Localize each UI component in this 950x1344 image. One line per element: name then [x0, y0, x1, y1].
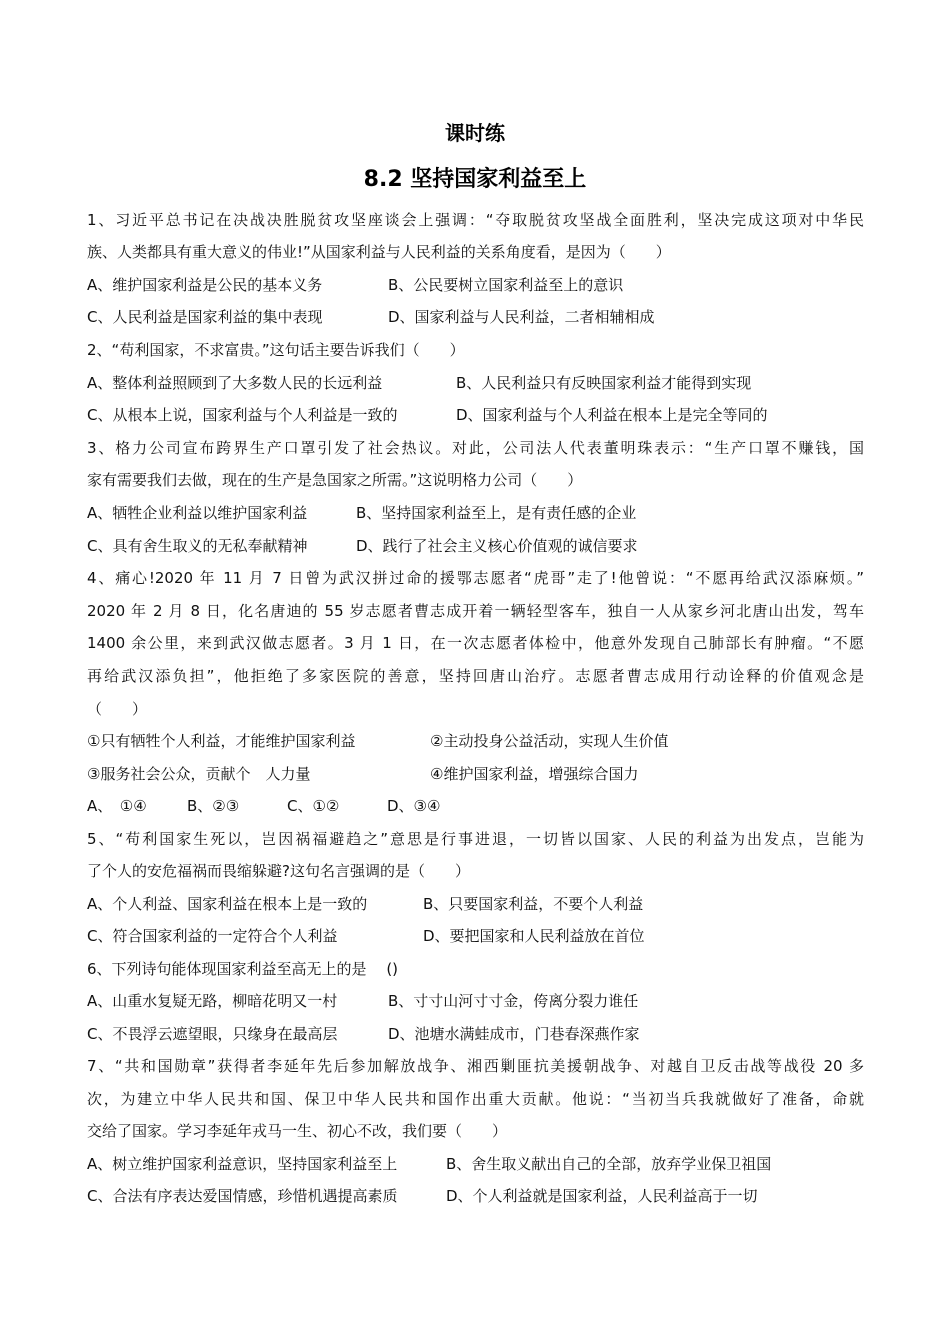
question-1-option-d: D、国家利益与人民利益，二者相辅相成	[388, 308, 655, 326]
question-3-option-a: A、牺牲企业利益以维护国家利益	[87, 504, 308, 522]
question-6-stem-line-1: 6、下列诗句能体现国家利益至高无上的是 ()	[87, 960, 399, 978]
question-2-option-b: B、人民利益只有反映国家利益才能得到实现	[456, 374, 752, 392]
question-4-stem-line-3: 1400 余公里，来到武汉做志愿者。3 月 1 日，在一次志愿者体检中，他意外发现自己肺部长有肿瘤。“不愿	[87, 634, 864, 652]
question-7-stem-line-3: 交给了国家。学习李延年戎马一生、初心不改，我们要（ ）	[87, 1122, 508, 1140]
question-1-option-b: B、公民要树立国家利益至上的意识	[388, 276, 624, 294]
question-7-option-d: D、个人利益就是国家利益，人民利益高于一切	[446, 1187, 758, 1205]
question-7-option-c: C、合法有序表达爱国情感，珍惜机遇提高素质	[87, 1187, 398, 1205]
question-4-stem-line-4: 再给武汉添负担”，他拒绝了多家医院的善意，坚持回唐山治疗。志愿者曹志成用行动诠释的价值观念是	[87, 667, 864, 685]
question-5-option-b: B、只要国家利益，不要个人利益	[423, 895, 644, 913]
question-6-option-b: B、寸寸山河寸寸金，侉离分裂力谁任	[388, 992, 639, 1010]
question-3-option-b: B、坚持国家利益至上，是有责任感的企业	[356, 504, 637, 522]
question-4-option-d: D、③④	[387, 797, 441, 815]
question-1-option-c: C、人民利益是国家利益的集中表现	[87, 308, 323, 326]
question-2-stem-line-1: 2、“苟利国家，不求富贵。”这句话主要告诉我们（ ）	[87, 341, 465, 359]
question-5-stem-line-1: 5、“苟利国家生死以，岂因祸福避趋之”意思是行事进退，一切皆以国家、人民的利益为出发点，岂能为	[87, 830, 864, 848]
question-7-stem-line-1: 7、“共和国勋章”获得者李延年先后参加解放战争、湘西剿匪抗美援朝战争、对越自卫反击战等战役 20 多	[87, 1057, 864, 1075]
question-1-stem-line-1: 1、习近平总书记在决战决胜脱贫攻坚座谈会上强调：“夺取脱贫攻坚战全面胜利，坚决完成这项对中华民	[87, 211, 864, 229]
question-2-option-d: D、国家利益与个人利益在根本上是完全等同的	[456, 406, 768, 424]
question-4-statement-1: ①只有牺牲个人利益，才能维护国家利益	[87, 732, 356, 750]
question-4-statement-2: ②主动投身公益活动，实现人生价值	[430, 732, 669, 750]
question-2-option-c: C、从根本上说，国家利益与个人利益是一致的	[87, 406, 398, 424]
question-4-stem-line-5: （ ）	[87, 700, 148, 718]
question-4-statement-4: ④维护国家利益，增强综合国力	[430, 765, 639, 783]
question-6-option-c: C、不畏浮云遮望眼，只缘身在最高层	[87, 1025, 338, 1043]
question-4-option-b: B、②③	[187, 797, 240, 815]
question-3-option-c: C、具有舍生取义的无私奉献精神	[87, 537, 308, 555]
question-2-option-a: A、整体利益照顾到了大多数人民的长远利益	[87, 374, 383, 392]
question-1-stem-line-2: 族、人类都具有重大意义的伟业!”从国家利益与人民利益的关系角度看，是因为（ ）	[87, 243, 671, 261]
question-4-stem-line-2: 2020 年 2 月 8 日，化名唐迪的 55 岁志愿者曹志成开着一辆轻型客车，独自一人从家乡河北唐山出发，驾车	[87, 602, 864, 620]
question-4-statement-3: ③服务社会公众，贡献个 人力量	[87, 765, 311, 783]
question-3-option-d: D、践行了社会主义核心价值观的诚信要求	[356, 537, 638, 555]
question-5-option-c: C、符合国家利益的一定符合个人利益	[87, 927, 338, 945]
question-7-stem-line-2: 次，为建立中华人民共和国、保卫中华人民共和国作出重大贡献。他说：“当初当兵我就做好了准备，命就	[87, 1090, 864, 1108]
question-3-stem-line-1: 3、格力公司宣布跨界生产口罩引发了社会热议。对此，公司法人代表董明珠表示：“生产口罩不赚钱，国	[87, 439, 864, 457]
question-5-stem-line-2: 了个人的安危福祸而畏缩躲避?这句名言强调的是（ ）	[87, 862, 470, 880]
question-1-option-a: A、维护国家利益是公民的基本义务	[87, 276, 323, 294]
question-5-option-a: A、个人利益、国家利益在根本上是一致的	[87, 895, 368, 913]
question-4-stem-line-1: 4、痛心!2020 年 11 月 7 日曾为武汉拼过命的援鄂志愿者“虎哥”走了!他曾说：“不愿再给武汉添麻烦。”	[87, 569, 864, 587]
worksheet-title: 课时练	[445, 121, 505, 145]
question-7-option-b: B、舍生取义献出自己的全部，放弃学业保卫祖国	[446, 1155, 772, 1173]
question-6-option-d: D、池塘水满蛙成市，门巷春深燕作家	[388, 1025, 640, 1043]
question-3-stem-line-2: 家有需要我们去做，现在的生产是急国家之所需。”这说明格力公司（ ）	[87, 471, 583, 489]
question-4-option-c: C、①②	[287, 797, 340, 815]
question-5-option-d: D、要把国家和人民利益放在首位	[423, 927, 645, 945]
question-4-option-a: A、 ①④	[87, 797, 147, 815]
question-6-option-a: A、山重水复疑无路，柳暗花明又一村	[87, 992, 338, 1010]
question-7-option-a: A、树立维护国家利益意识，坚持国家利益至上	[87, 1155, 398, 1173]
lesson-title: 8.2 坚持国家利益至上	[363, 167, 587, 192]
